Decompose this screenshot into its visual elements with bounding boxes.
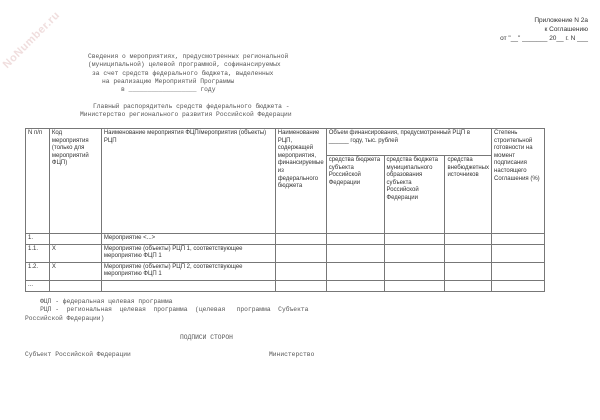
title-line: на реализацию Мероприятий Программы [102, 77, 235, 85]
header-extrabudget: средства внебюджетных источников [445, 156, 492, 234]
cell-num: 1. [26, 234, 50, 245]
note-line: Российской Федерации) [25, 314, 105, 322]
signature-ministry: Министерство [269, 351, 315, 358]
appendix-line: от "__" _______ 20__ г. N ___ [500, 35, 588, 42]
cell-name [101, 280, 275, 291]
title-line: за счет средств федерального бюджета, выделенных [92, 69, 274, 77]
title-line: Сведения о мероприятиях, предусмотренных региональной [88, 53, 289, 60]
appendix-header [500, 16, 588, 43]
header-num: N п/п [26, 129, 50, 234]
header-volume: Объем финансирования, предусмотренный РЦП в ______ году, тыс. рублей [326, 129, 491, 156]
cell-num: 1.1. [26, 244, 50, 262]
header-rcp: Наименование РЦП, содержащей мероприятия, финансируемые из федерального бюджета [275, 129, 326, 234]
cell-code: X [49, 262, 101, 280]
title-line: (муниципальной) целевой программой, софинансируемых [88, 61, 281, 69]
table-row [26, 280, 545, 291]
cell-name: Мероприятие (объекты) РЦП 1, соответствующее мероприятию ФЦП 1 [101, 244, 275, 262]
cell-name: Мероприятие (объекты) РЦП 2, соответствующее мероприятию ФЦП 1 [101, 262, 275, 280]
header-degree: Степень строительной готовности на момент подписания настоящего Соглашения (%) [492, 129, 545, 234]
activities-table [25, 128, 545, 292]
appendix-line: Приложение N 2а [534, 17, 588, 24]
cell-code: X [49, 244, 101, 262]
cell-code [49, 234, 101, 245]
note-line: РЦП - региональная целевая программа (целевая программа Субъекта [25, 306, 309, 314]
signatures-title: ПОДПИСИ СТОРОН [180, 334, 233, 341]
budget-distributor [80, 103, 292, 120]
signature-subject: Субъект Российской Федерации [25, 351, 131, 358]
table-row [26, 244, 545, 262]
distributor-line: Министерство регионального развития Российской Федерации [80, 111, 292, 119]
watermark: NoNumber.ru [0, 9, 63, 71]
cell-num: ... [26, 280, 50, 291]
header-subject-budget: средства бюджета субъекта Российской Федерации [326, 156, 384, 234]
note-line: ФЦП - федеральная целевая программа [25, 298, 173, 305]
abbreviation-notes [25, 298, 308, 323]
cell-num: 1.2. [26, 262, 50, 280]
cell-code [49, 280, 101, 291]
document-title [88, 53, 288, 94]
header-code: Код мероприятия (только для мероприятий ФЦП) [49, 129, 101, 234]
title-line: в __________________ году [121, 86, 216, 94]
appendix-line: к Соглашению [544, 26, 588, 33]
cell-name: Мероприятие <...> [101, 234, 275, 245]
table-row [26, 234, 545, 245]
header-name: Наименование мероприятия ФЦП/мероприятия (объекты) РЦП [101, 129, 275, 234]
header-municipal-budget: средства бюджета муниципального образования субъекта Российской Федерации [384, 156, 445, 234]
distributor-line: Главный распорядитель средств федерального бюджета - [93, 103, 290, 110]
table-row [26, 262, 545, 280]
